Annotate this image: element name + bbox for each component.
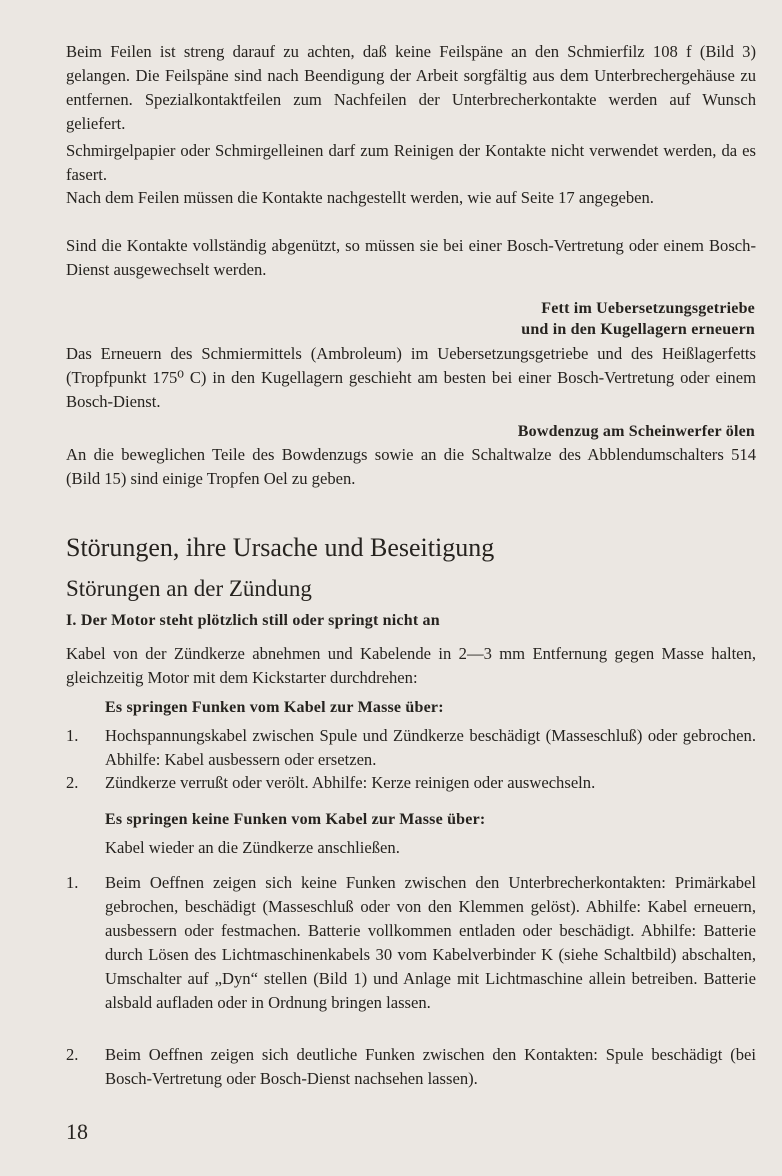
list-item <box>66 871 756 1015</box>
case-heading-motor: I. Der Motor steht plötzlich still oder springt nicht an <box>66 612 440 629</box>
list-item <box>66 724 756 772</box>
subheading-funken-ja: Es springen Funken vom Kabel zur Masse über: <box>105 699 444 716</box>
paragraph-schmirgelpapier: Schmirgelpapier oder Schmirgelleinen darf zum Reinigen der Kontakte nicht verwendet werden, da es fasert. <box>66 141 756 184</box>
section-title-stoerungen: Störungen, ihre Ursache und Beseitigung <box>66 533 495 562</box>
paragraph-abgenuetzt: Sind die Kontakte vollständig abgenützt, so müssen sie bei einer Bosch-Vertretung oder einem Bosch-Dienst ausgewechselt werden. <box>66 236 756 279</box>
list-item-text: Beim Oeffnen zeigen sich deutliche Funken zwischen den Kontakten: Spule beschädigt (bei Bosch-Vertretung oder Bosch-Dienst nachsehen lassen). <box>105 1045 756 1088</box>
heading-bowdenzug: Bowdenzug am Scheinwerfer ölen <box>517 423 755 440</box>
heading-fett-line1: Fett im Uebersetzungsgetriebe <box>541 300 755 317</box>
list-item-number: 1. <box>66 873 79 892</box>
paragraph-bowdenzug: An die beweglichen Teile des Bowdenzugs sowie an die Schaltwalze des Abblendumschalters 514 (Bild 15) sind einige Tropfen Oel zu geben. <box>66 445 756 488</box>
paragraph-feilen: Beim Feilen ist streng darauf zu achten, daß keine Feilspäne an den Schmierfilz 108 f (Bild 3) gelangen. Die Feilspäne sind nach Beendigung der Arbeit sorgfältig aus dem Unterbrechergehäuse zu entfernen. Spezialkontaktfeilen zum Nachfeilen der Unterbrecherkontakte werden auf Wunsch geliefert. <box>66 42 756 133</box>
list-item-text: Hochspannungskabel zwischen Spule und Zündkerze beschädigt (Masseschluß) oder gebrochen. Abhilfe: Kabel ausbessern oder ersetzen. <box>105 726 756 769</box>
paragraph-kabel-pruefen: Kabel von der Zündkerze abnehmen und Kabelende in 2—3 mm Entfernung gegen Masse halten, gleichzeitig Motor mit dem Kickstarter durchdrehen: <box>66 644 756 687</box>
list-item-text: Zündkerze verrußt oder verölt. Abhilfe: Kerze reinigen oder auswechseln. <box>105 773 596 792</box>
subheading-funken-nein: Es springen keine Funken vom Kabel zur Masse über: <box>105 811 486 828</box>
paragraph-nachstellen: Nach dem Feilen müssen die Kontakte nachgestellt werden, wie auf Seite 17 angegeben. <box>66 188 654 207</box>
list-item-number: 2. <box>66 1045 79 1064</box>
paragraph-schmiermittel: Das Erneuern des Schmiermittels (Ambroleum) im Uebersetzungsgetriebe und des Heißlagerfetts (Tropfpunkt 175⁰ C) in den Kugellagern geschieht am besten bei einer Bosch-Vertretung oder einem Bosch-Dienst. <box>66 344 756 411</box>
list-item <box>66 1043 756 1091</box>
heading-fett-line2: und in den Kugellagern erneuern <box>521 321 755 338</box>
page-number: 18 <box>66 1119 88 1144</box>
list-item-number: 1. <box>66 726 79 745</box>
list-item-number: 2. <box>66 773 79 792</box>
paragraph-anschliessen: Kabel wieder an die Zündkerze anschließen. <box>105 838 400 857</box>
list-item <box>66 771 756 795</box>
subsection-title-zuendung: Störungen an der Zündung <box>66 576 312 601</box>
list-item-text: Beim Oeffnen zeigen sich keine Funken zwischen den Unterbrecherkontakten: Primärkabel gebrochen, beschädigt (Masseschluß oder von den Klemmen gelöst). Abhilfe: Kabel erneuern, ausbessern oder festmachen. Batterie vollkommen entladen oder beschädigt. Abhilfe: Batterie durch Lösen des Lichtmaschinenkabels 30 vom Kabelverbinder K (siehe Schaltbild) abschalten, Umschalter auf „Dyn“ stellen (Bild 1) und Anlage mit Lichtmaschine allein betreiben. Batterie alsbald aufladen oder in Ordnung bringen lassen. <box>105 873 756 1012</box>
